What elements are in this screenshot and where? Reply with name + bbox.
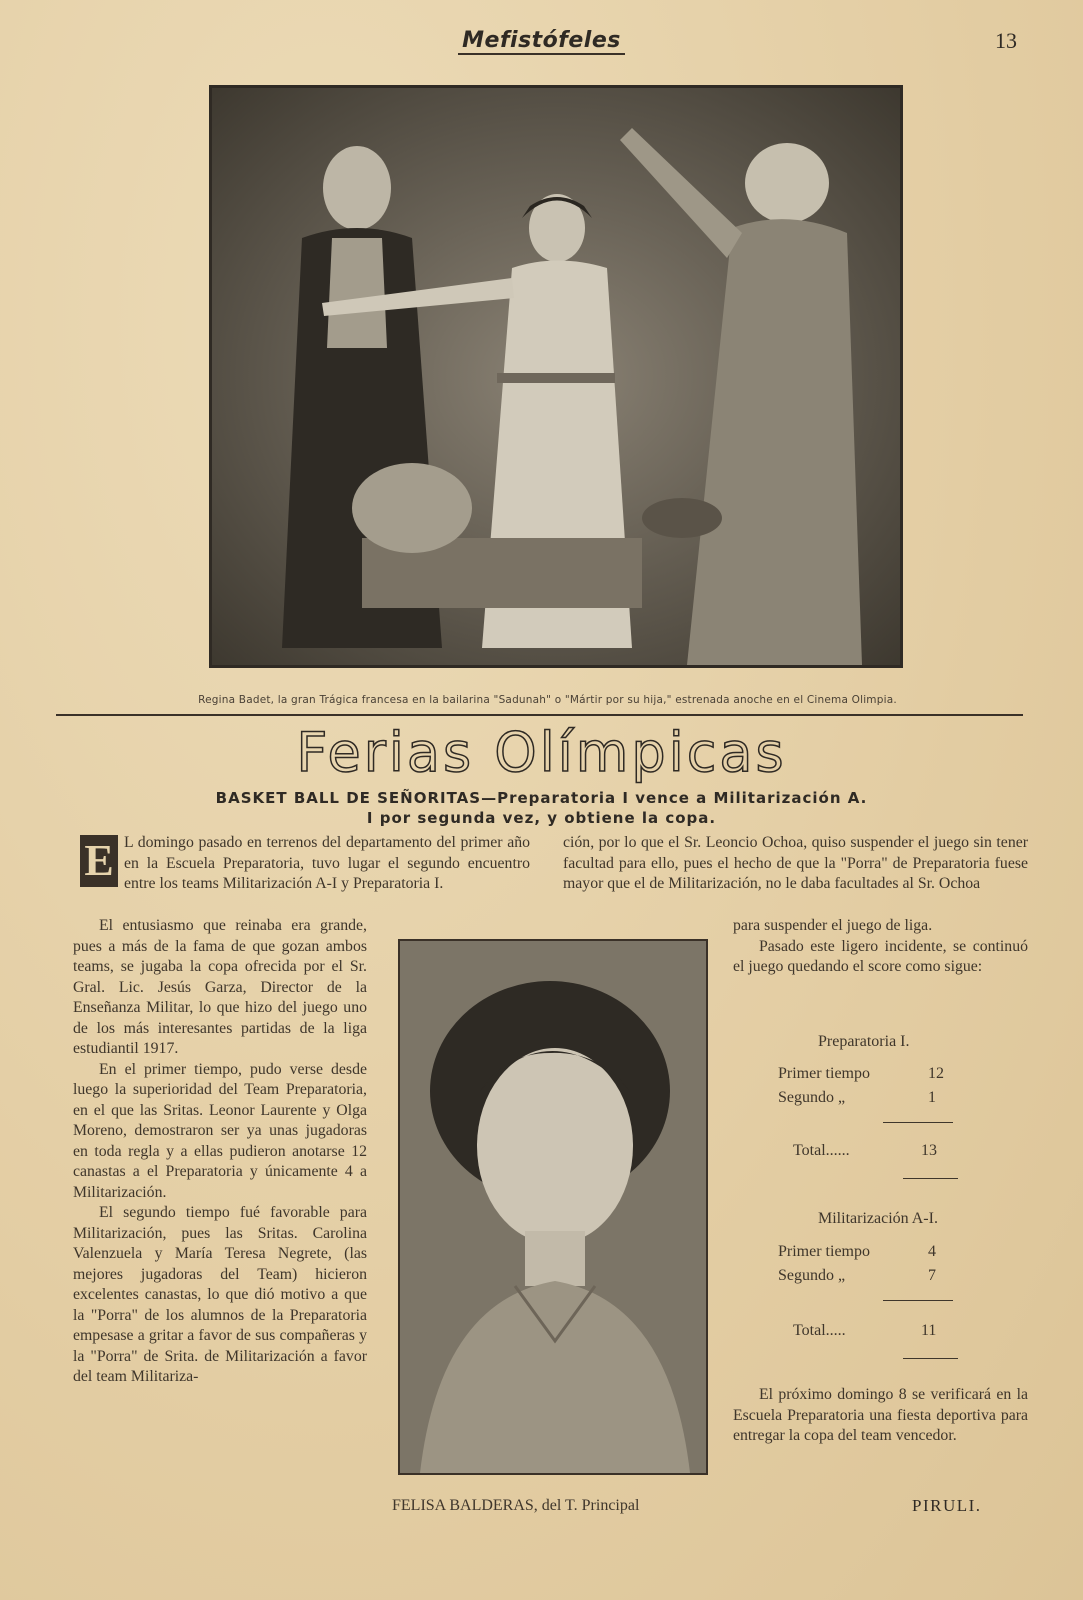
magazine-name: Mefistófeles	[458, 29, 625, 55]
total-label: Total......	[793, 1142, 850, 1159]
intro-paragraph: L domingo pasado en terrenos del departamento del primer año en la Escuela Preparatoria, tuvo lugar el segundo encuentro entre los teams Militarización A-I y Preparatoria I.	[124, 834, 530, 892]
body-paragraph: El entusiasmo que reinaba era grande, pues a más de la fama de que gozan ambos teams, se jugaba la copa ofrecida por el Sr. Gral. Lic. Jesús Garza, Director de la Enseñanza Militar, lo que hizo del juego uno de los más interesantes partidas de la liga estudiantil 1917.	[73, 917, 367, 1057]
page-number: 13	[995, 28, 1017, 53]
drop-cap: E	[80, 835, 118, 887]
team-name: Preparatoria I.	[818, 1033, 910, 1050]
photo-portrait-woman	[400, 941, 706, 1473]
score-value: 1	[928, 1089, 936, 1106]
author-signature: PIRULI.	[912, 1496, 982, 1515]
body-paragraph: El segundo tiempo fué favorable para Militarización, pues las Sritas. Carolina Valenzuela y María Teresa Negrete, (las mejores jugadoras del Team) hicieron excelentes canastas, lo que dió motivo a que la "Porra" de los alumnos de la Preparatoria empesase a gritar a favor de sus compañeras y la "Porra" de Srita. de Militarización a favor del team Militariza-	[73, 1204, 367, 1385]
total-value: 13	[921, 1142, 937, 1159]
sum-rule	[883, 1300, 953, 1301]
total-rule	[903, 1178, 958, 1179]
score-table-militarizacion	[733, 1200, 1028, 1365]
score-label: Segundo „	[778, 1267, 846, 1284]
top-photo-caption: Regina Badet, la gran Trágica francesa en la bailarina "Sadunah" o "Mártir por su hija," estrenada anoche en el Cinema Olimpia.	[198, 694, 897, 706]
body-paragraph: Pasado este ligero incidente, se continuó el juego quedando el score como sigue:	[733, 937, 1028, 975]
score-value: 4	[928, 1243, 936, 1260]
top-photograph	[209, 85, 903, 668]
team-name: Militarización A-I.	[818, 1210, 938, 1227]
photo-stage-scene	[212, 88, 900, 665]
article-subtitle-line1: BASKET BALL DE SEÑORITAS—Preparatoria I vence a Militarización A.	[215, 789, 868, 807]
score-table-preparatoria	[733, 1025, 1028, 1180]
total-label: Total.....	[793, 1322, 846, 1339]
total-value: 11	[921, 1322, 937, 1339]
score-value: 7	[928, 1267, 936, 1284]
portrait-caption: FELISA BALDERAS, del T. Principal	[392, 1497, 640, 1514]
score-value: 12	[928, 1065, 944, 1082]
body-paragraph: para suspender el juego de liga.	[733, 917, 933, 934]
total-rule	[903, 1358, 958, 1359]
body-paragraph: En el primer tiempo, pudo verse desde luego la superioridad del Team Preparatoria, en el que las Sritas. Leonor Laurente y Olga Moreno, demostraron ser ya unas jugadoras en toda regla y a ellas pudieron anotarse 12 canastas a el Preparatoria y únicamente 4 a Militarización.	[73, 1060, 367, 1201]
article-intro	[80, 833, 530, 895]
sum-rule	[883, 1122, 953, 1123]
left-column-body	[73, 916, 367, 1388]
divider-rule	[56, 714, 1023, 716]
body-paragraph: ción, por lo que el Sr. Leoncio Ochoa, quiso suspender el juego sin tener facultad para ello, pues el hecho de que la "Porra" de Preparatoria fuese mayor que el de Militarización, no le daba facultades al Sr. Ochoa	[563, 834, 1028, 892]
magazine-masthead	[0, 28, 1083, 55]
body-paragraph: El próximo domingo 8 se verificará en la Escuela Preparatoria una fiesta deportiva para entregar la copa del team vencedor.	[733, 1386, 1028, 1444]
right-column-top	[563, 833, 1028, 895]
portrait-photograph	[398, 939, 708, 1475]
score-label: Primer tiempo	[778, 1243, 870, 1260]
article-title: Ferias Olímpicas	[296, 721, 787, 784]
closing-paragraph	[733, 1385, 1028, 1447]
article-subtitle-line2: I por segunda vez, y obtiene la copa.	[366, 809, 717, 827]
right-column-body	[733, 916, 1028, 978]
score-label: Primer tiempo	[778, 1065, 870, 1082]
score-label: Segundo „	[778, 1089, 846, 1106]
